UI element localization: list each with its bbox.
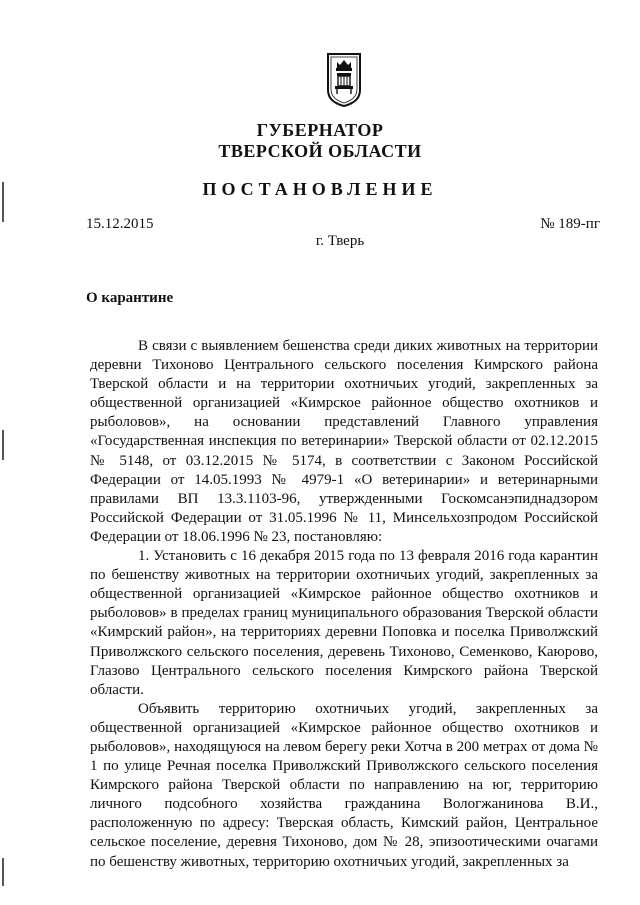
document-date: 15.12.2015 — [86, 216, 154, 232]
coat-of-arms-icon — [326, 52, 362, 108]
document-body — [90, 337, 598, 872]
issuer-region: ТВЕРСКОЙ ОБЛАСТИ — [218, 141, 422, 161]
scan-edge-mark — [2, 430, 4, 460]
document-city: г. Тверь — [315, 233, 365, 249]
scan-edge-mark — [2, 858, 4, 886]
document-number: № 189-пг — [540, 216, 600, 232]
document-type: ПОСТАНОВЛЕНИЕ — [202, 179, 438, 199]
body-paragraph: Объявить территорию охотничьих угодий, закрепленных за общественной организацией «Кимрское районное общество охотников и рыболовов», находящуюся на левом берегу реки Хотча в 200 метрах от дома № 1 по улице Речная поселка Приволжский Приволжского сельского поселения Кимрского района Тверской области по направлению на юг, территорию личного подсобного хозяйства гражданина Вологжанинова В.И., расположенную по адресу: Тверская область, Кимский район, Центральное сельское поселение, деревня Тихоново, дом № 28, эпизоотическими очагами по бешенству животных, территорию охотничьих угодий, закрепленных за — [90, 700, 598, 870]
body-paragraph: 1. Установить с 16 декабря 2015 года по 13 февраля 2016 года карантин по бешенству животных на территории охотничьих угодий, закрепленных за общественной организацией «Кимрское районное общество охотников и рыболовов» в пределах границ муниципального образования Тверской области «Кимрский район», на территориях деревни Поповка и поселка Приволжский Приволжского сельского поселения, деревень Тихоново, Семенково, Каюрово, Глазово Центрального сельского поселения Кимрского района Тверской области. — [90, 548, 598, 698]
issuer-title: ГУБЕРНАТОР — [256, 120, 384, 140]
document-subject: О карантине — [86, 290, 174, 306]
body-paragraph: В связи с выявлением бешенства среди диких животных на территории деревни Тихоново Центрального сельского поселения Кимрского района Тверской области и на территории охотничьих угодий, закрепленных за общественной организацией «Кимрское районное общество охотников и рыболовов», на основании представлений Главного управления «Государственная инспекция по ветеринарии» Тверской области от 02.12.2015 № 5148, от 03.12.2015 № 5174, в соответствии с Законом Российской Федерации от 14.05.1993 № 4979-1 «О ветеринарии» и ветеринарными правилами ВП 13.3.1103-96, утвержденными Госкомсанэпиднадзором Российской Федерации от 31.05.1996 № 11, Минсельхозпродом Российской Федерации от 18.06.1996 № 23, постановляю: — [90, 338, 598, 545]
